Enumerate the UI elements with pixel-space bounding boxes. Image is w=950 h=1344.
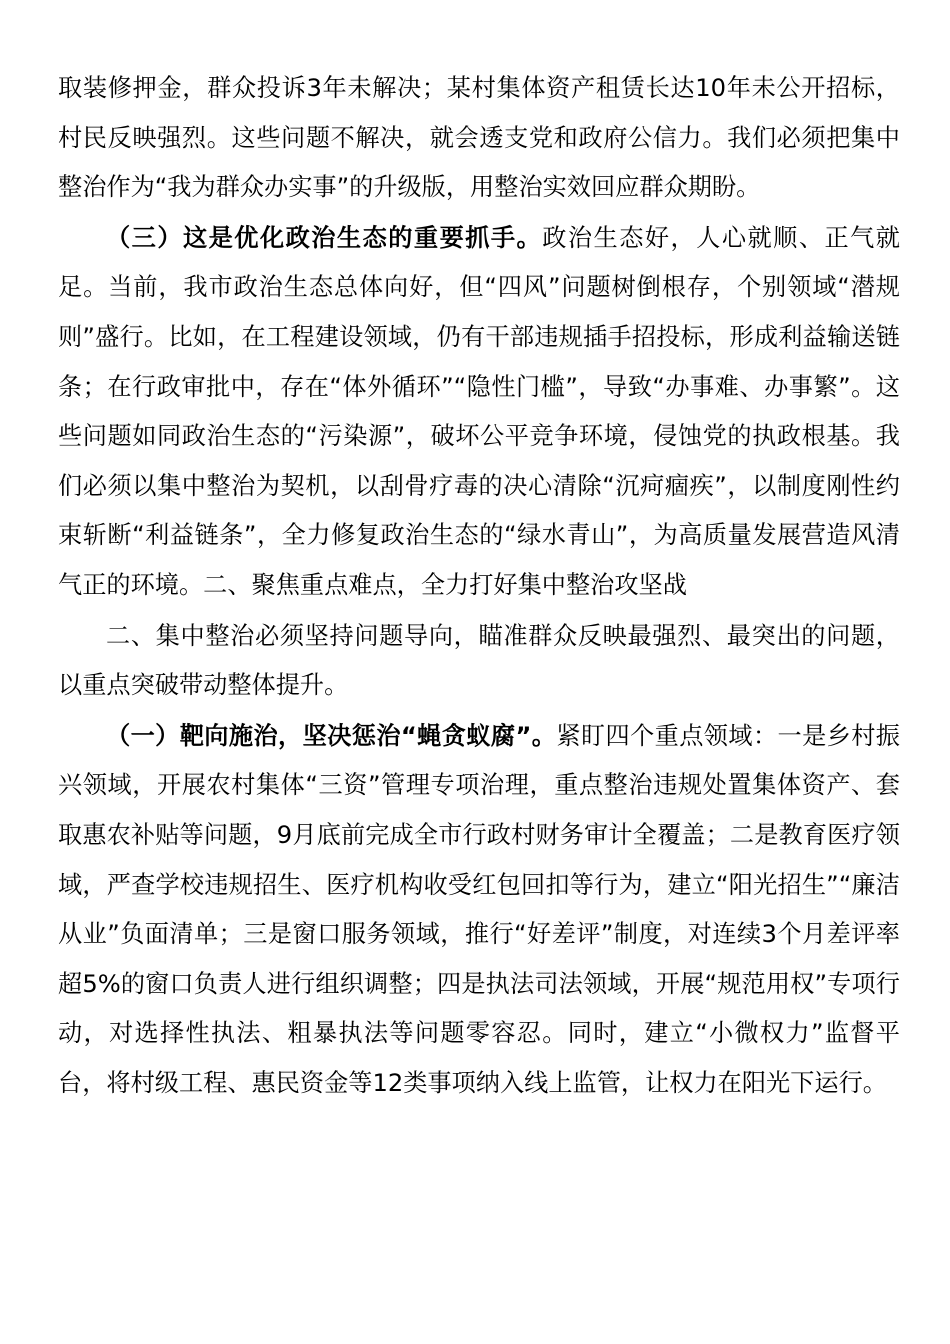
document-page [58,64,900,1108]
paragraph-text: 政治生态好，人心就顺、正气就足。当前，我市政治生态总体向好，但“四风”问题树倒根存，个别领域“潜规则”盛行。比如，在工程建设领域，仍有干部违规插手招投标，形成利益输送链条；在行政审批中，存在“体外循环”“隐性门槛”，导致“办事难、办事繁”。这些问题如同政治生态的“污染源”，破坏公平竞争环境，侵蚀党的执政根基。我们必须以集中整治为契机，以刮骨疗毒的决心清除“沉疴痼疾”，以制度刚性约束斩断“利益链条”，全力修复政治生态的“绿水青山”，为高质量发展营造风清气正的环境。二、聚焦重点难点，全力打好集中整治攻坚战 [58,223,900,599]
paragraph-section-3 [58,214,900,611]
paragraph-text: 二、集中整治必须坚持问题导向，瞄准群众反映最强烈、最突出的问题，以重点突破带动整体提升。 [58,621,900,700]
paragraph-text: 紧盯四个重点领域：一是乡村振兴领域，开展农村集体“三资”管理专项治理，重点整治违规处置集体资产、套取惠农补贴等问题，9月底前完成全市行政村财务审计全覆盖；二是教育医疗领域，严查学校违规招生、医疗机构收受红包回扣等行为，建立“阳光招生”“廉洁从业”负面清单；三是窗口服务领域，推行“好差评”制度，对连续3个月差评率超5%的窗口负责人进行组织调整；四是执法司法领域，开展“规范用权”专项行动，对选择性执法、粗暴执法等问题零容忍。同时，建立“小微权力”监督平台，将村级工程、惠民资金等12类事项纳入线上监管，让权力在阳光下运行。 [58,721,900,1097]
section-heading: （三）这是优化政治生态的重要抓手。 [106,223,543,252]
paragraph-text: 取装修押金，群众投诉3年未解决；某村集体资产租赁长达10年未公开招标，村民反映强烈。这些问题不解决，就会透支党和政府公信力。我们必须把集中整治作为“我为群众办实事”的升级版，用整治实效回应群众期盼。 [58,74,900,202]
paragraph-section-1 [58,712,900,1109]
paragraph-part-2-intro [58,612,900,711]
section-heading: （一）靶向施治，坚决惩治“蝇贪蚁腐”。 [106,721,557,750]
paragraph-continuation [58,64,900,213]
